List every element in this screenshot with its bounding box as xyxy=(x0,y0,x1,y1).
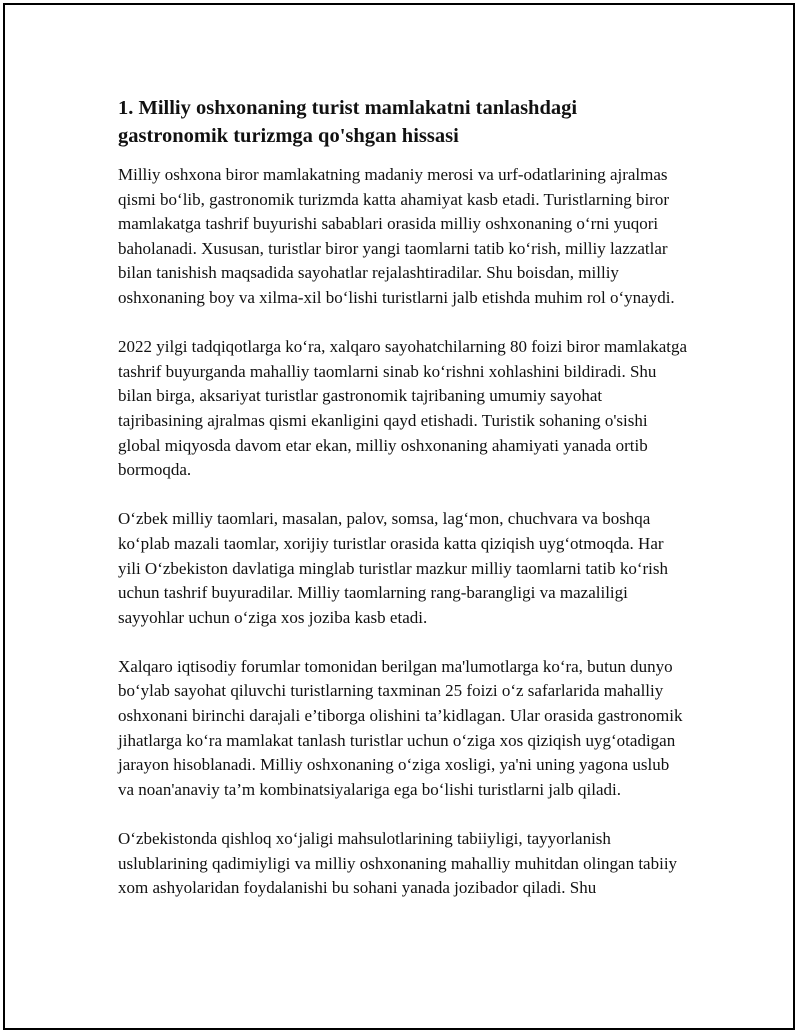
paragraph-1: Milliy oshxona biror mamlakatning madaniy merosi va urf-odatlarining ajralmas qismi bo‘lib, gastronomik turizmda katta ahamiyat kasb etadi. Turistlarning biror mamlakatga tashrif buyurishi sabablari orasida milliy oshxonaning o‘rni yuqori baholanadi. Xususan, turistlar biror yangi taomlarni tatib ko‘rish, milliy lazzatlar bilan tanishish maqsadida sayohatlar rejalashtiradilar. Shu boisdan, milliy oshxonaning boy va xilma-xil bo‘lishi turistlarni jalb etishda muhim rol o‘ynaydi. xyxy=(118,165,675,307)
paragraph-4: Xalqaro iqtisodiy forumlar tomonidan berilgan ma'lumotlarga ko‘ra, butun dunyo bo‘ylab sayohat qiluvchi turistlarning taxminan 25 foizi o‘z safarlarida mahalliy oshxonani birinchi darajali e’tiborga olishini ta’kidlagan. Ular orasida gastronomik jihatlarga ko‘ra mamlakat tanlash turistlar uchun o‘ziga xos qiziqish uyg‘otadigan jarayon hisoblanadi. Milliy oshxonaning o‘ziga xosligi, ya'ni uning yagona uslub va noan'anaviy ta’m kombinatsiyalariga ega bo‘lishi turistlarni jalb qiladi. xyxy=(118,656,683,799)
paragraph-2: 2022 yilgi tadqiqotlarga ko‘ra, xalqaro sayohatchilarning 80 foizi biror mamlakatga tashrif buyurganda mahalliy taomlarni sinab ko‘rishni xohlashini bildiradi. Shu bilan birga, aksariyat turistlar gastronomik tajribaning umumiy sayohat tajribasining ajralmas qismi ekanligini qayd etishadi. Turistik sohaning o'sishi global miqyosda davom etar ekan, milliy oshxonaning ahamiyati yanada ortib bormoqda. xyxy=(118,337,688,480)
paragraph-3: O‘zbek milliy taomlari, masalan, palov, somsa, lag‘mon, chuchvara va boshqa ko‘plab mazali taomlar, xorijiy turistlar orasida katta qiziqish uyg‘otmoqda. Har yili O‘zbekiston davlatiga minglab turistlar mazkur milliy taomlarni tatib ko‘rish uchun tashrif buyuradilar. Milliy taomlarning rang-barangligi va mazaliligi sayyohlar uchun o‘ziga xos joziba kasb etadi. xyxy=(118,509,669,627)
paragraph-5: O‘zbekistonda qishloq xo‘jaligi mahsulotlarining tabiiyligi, tayyorlanish uslublarining qadimiyligi va milliy oshxonaning mahalliy muhitdan olingan tabiiy xom ashyolaridan foydalanishi bu sohani yanada jozibador qiladi. Shu xyxy=(118,829,678,898)
document-body xyxy=(118,94,688,925)
section-heading: 1. Milliy oshxonaning turist mamlakatni tanlashdagi gastronomik turizmga qo'shgan hissasi xyxy=(118,97,578,147)
